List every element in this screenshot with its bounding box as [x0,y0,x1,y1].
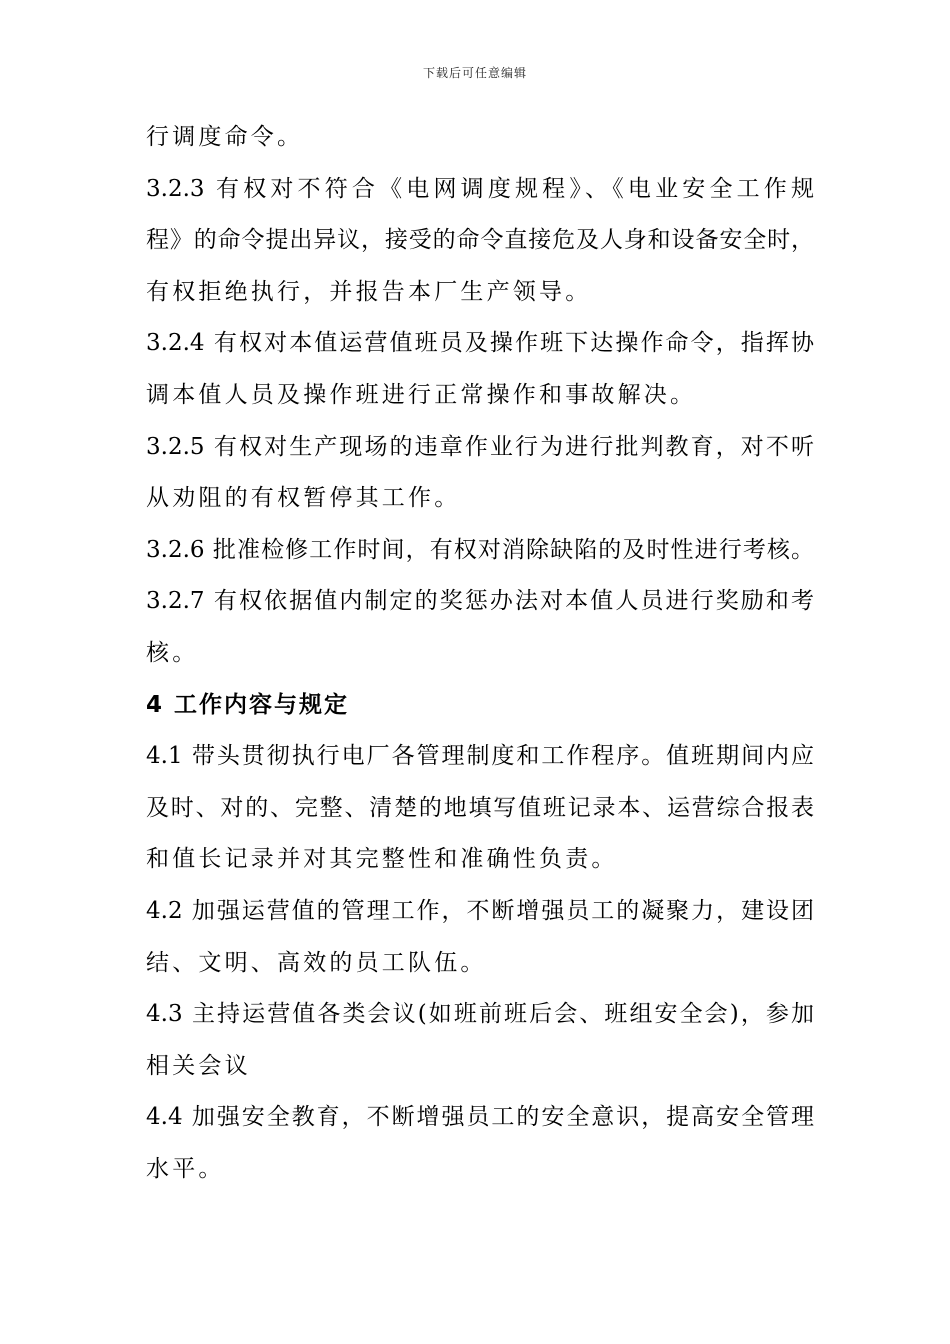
text-line: 调本值人员及操作班进行正常操作和事故解决。 [146,381,697,408]
text-line: 4.4 加强安全教育，不断增强员工的安全意识，提高安全管理 [146,1104,814,1131]
text-line: 行调度命令。 [146,124,304,150]
text-line: 3.2.3 有权对不符合《电网调度规程》、《电业安全工作规 [146,175,814,202]
text-line: 程》的命令提出异议，接受的命令直接危及人身和设备安全时， [146,227,814,254]
text-line: 3.2.5 有权对生产现场的违章作业行为进行批判教育，对不听 [146,433,814,460]
text-line: 和值长记录并对其完整性和准确性负责。 [146,846,618,873]
text-line: 3.2.4 有权对本值运营值班员及操作班下达操作命令，指挥协 [146,330,814,357]
section-heading: 4 工作内容与规定 [146,691,350,718]
text-line: 3.2.7 有权依据值内制定的奖惩办法对本值人员进行奖励和考 [146,588,814,615]
text-line: 4.3 主持运营值各类会议(如班前班后会、班组安全会)，参加 [146,1001,814,1028]
text-line: 4.1 带头贯彻执行电厂各管理制度和工作程序。值班期间内应 [146,743,814,770]
text-line: 有权拒绝执行，并报告本厂生产领导。 [146,278,592,305]
text-line: 水平。 [146,1155,225,1182]
text-line: 4.2 加强运营值的管理工作，不断增强员工的凝聚力，建设团 [146,897,814,924]
page-header: 下载后可任意编辑 [422,66,527,80]
text-line: 从劝阻的有权暂停其工作。 [146,485,461,512]
text-line: 3.2.6 批准检修工作时间，有权对消除缺陷的及时性进行考核。 [146,536,814,563]
document-body [146,112,814,1195]
text-line: 结、文明、高效的员工队伍。 [146,949,487,976]
text-line: 核。 [146,639,199,666]
text-line: 及时、对的、完整、清楚的地填写值班记录本、运营综合报表 [146,794,814,821]
text-line: 相关会议 [146,1052,251,1079]
